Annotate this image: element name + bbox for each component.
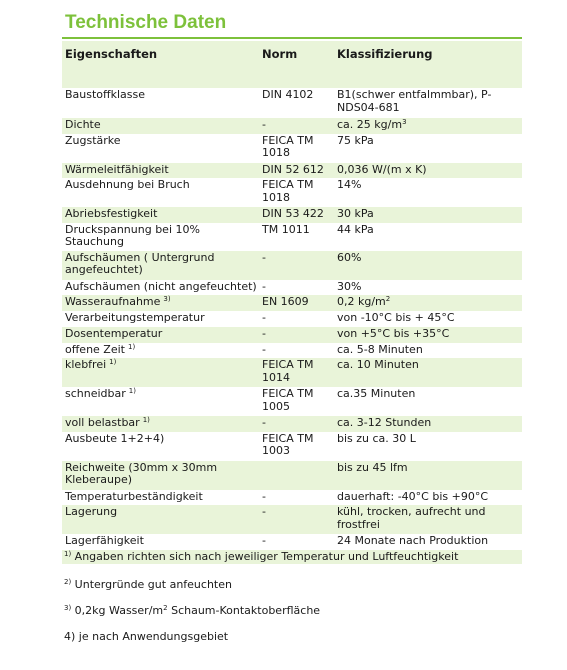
cell-norm-text: - [262,416,266,429]
footnote-text: 0,2kg Wasser/m [71,604,164,617]
cell-classification [334,163,522,179]
cell-norm-text: DIN 53 422 [262,207,324,220]
cell-norm-text: EN 1609 [262,295,309,308]
footnote [64,550,458,563]
cell-property-text: Zugstärke [65,133,121,147]
cell-property-text: Druckspannung bei 10% Stauchung [65,222,200,248]
cell-classification [334,311,522,327]
cell-property [62,207,259,223]
cell-norm [259,490,334,506]
table-row [62,295,522,311]
cell-classification-text: 24 Monate nach Produktion [337,534,489,547]
cell-classification-text: 30% [337,279,362,293]
cell-norm [259,327,334,343]
table-row [62,432,522,461]
footnote-text: Angaben richten sich nach jeweiliger Temperatur und Luftfeuchtigkeit [71,550,459,563]
cell-classification-text: B1(schwer entfalmmbar), P-NDS04-681 [337,88,492,114]
cell-norm [259,387,334,416]
cell-property [62,343,259,359]
cell-property-text: Dichte [65,118,101,131]
cell-classification [334,251,522,280]
table-row [62,387,522,416]
cell-classification-text: ca. 3-12 Stunden [337,416,432,429]
cell-norm [259,280,334,296]
cell-property-text: Ausdehnung bei Bruch [65,178,190,191]
footnote [64,630,228,643]
cell-norm-text: FEICA TM 1005 [262,387,314,413]
table-row [62,416,522,432]
cell-classification-text: von -10°C bis + 45°C [337,311,455,324]
technical-data-table [62,41,522,564]
cell-norm-text: FEICA TM 1018 [262,178,314,204]
cell-norm-text: FEICA TM 1014 [262,358,314,384]
cell-norm [259,223,334,251]
cell-norm-text: DIN 52 612 [262,162,324,176]
cell-property-text: Reichweite (30mm x 30mm Kleberaupe) [65,460,218,486]
cell-classification [334,461,522,490]
cell-norm [259,207,334,223]
cell-property-text: Temperaturbeständigkeit [65,489,203,503]
table-row [62,88,522,118]
table-body [62,88,522,564]
table-row [62,163,522,179]
cell-property-text: Lagerfähigkeit [65,534,144,547]
cell-norm [259,358,334,387]
table-row [62,134,522,163]
column-header-norm: Norm [259,41,334,88]
cell-norm [259,251,334,280]
cell-classification [334,358,522,387]
table-row [62,118,522,134]
footnote-text-continued: Schaum-Kontaktoberfläche [167,604,321,617]
cell-norm [259,461,334,490]
superscript: 1) [142,416,150,424]
table-row [62,311,522,327]
cell-classification [334,178,522,207]
cell-property [62,432,259,461]
cell-property-text: Ausbeute 1+2+4) [65,431,165,445]
cell-property-text: Aufschäumen (nicht angefeuchtet) [65,279,257,293]
cell-classification-text: 14% [337,178,362,191]
table-row [62,223,522,251]
cell-classification-text: ca. 5-8 Minuten [337,342,423,356]
cell-property [62,416,259,432]
cell-property-text: klebfrei [65,358,107,371]
footnote-marker: 2) [64,578,72,586]
cell-classification [334,534,522,550]
cell-property [62,327,259,343]
cell-classification-text: von +5°C bis +35°C [337,327,450,340]
cell-norm [259,505,334,534]
cell-classification [334,490,522,506]
table-row [62,343,522,359]
cell-property [62,118,259,134]
footnote-superscript: 2 [163,604,168,612]
cell-norm [259,88,334,118]
cell-norm-text: - [262,250,266,264]
table-row [62,490,522,506]
cell-property-text: Abriebsfestigkeit [65,207,158,220]
cell-classification [334,505,522,534]
cell-property-text: Wasseraufnahme [65,295,161,308]
cell-property [62,280,259,296]
table-row [62,251,522,280]
cell-property-text: Verarbeitungstemperatur [65,311,205,324]
cell-property-text: Dosentemperatur [65,327,163,340]
cell-classification-text: kühl, trocken, aufrecht und frostfrei [337,505,486,531]
cell-property [62,311,259,327]
cell-norm [259,311,334,327]
cell-classification [334,327,522,343]
column-header-classification: Klassifizierung [334,41,522,88]
cell-property [62,490,259,506]
cell-norm [259,343,334,359]
cell-classification [334,416,522,432]
cell-classification [334,207,522,223]
cell-classification [334,118,522,134]
cell-norm-text: FEICA TM 1018 [262,133,314,159]
footnote-text: Untergründe gut anfeuchten [71,578,232,591]
cell-property [62,163,259,179]
table-row [62,327,522,343]
cell-classification-text: bis zu ca. 30 L [337,431,416,445]
cell-classification-text: dauerhaft: -40°C bis +90°C [337,489,489,503]
cell-norm [259,178,334,207]
cell-classification-text: ca.35 Minuten [337,387,416,400]
superscript: 2 [385,295,391,303]
cell-norm-text: DIN 4102 [262,88,314,101]
superscript: 3) [163,295,171,303]
cell-property [62,505,259,534]
cell-property [62,251,259,280]
cell-norm-text: - [262,342,266,356]
cell-property [62,178,259,207]
cell-norm-text: - [262,534,266,547]
table-row [62,358,522,387]
cell-classification [334,280,522,296]
superscript: 1) [127,342,136,351]
superscript: 1) [128,387,136,395]
footnote-marker: 3) [64,604,72,612]
cell-property-text: offene Zeit [65,342,125,356]
footnote [64,604,320,617]
table-header-row [62,41,522,88]
cell-norm-text: - [262,489,266,503]
cell-property [62,223,259,251]
cell-classification-text: 44 kPa [337,222,374,236]
cell-property [62,358,259,387]
cell-norm-text: - [262,279,266,293]
footnote [64,578,232,591]
table-row [62,207,522,223]
cell-classification-text: bis zu 45 lfm [337,460,408,474]
cell-classification [334,387,522,416]
cell-classification-text: 75 kPa [337,133,374,147]
cell-norm-text: - [262,311,266,324]
title-divider [62,37,522,39]
cell-property-text: schneidbar [65,387,126,400]
cell-classification [334,223,522,251]
cell-property [62,534,259,550]
cell-norm [259,416,334,432]
cell-classification [334,88,522,118]
page-title: Technische Daten [65,12,227,33]
table-row [62,178,522,207]
superscript: 1) [109,358,117,366]
table-row [62,534,522,550]
cell-classification-text: 60% [337,250,362,264]
cell-property [62,88,259,118]
column-header-property: Eigenschaften [62,41,259,88]
cell-classification [334,295,522,311]
cell-classification-text: 0,2 kg/m [337,295,386,308]
cell-property [62,295,259,311]
cell-norm [259,134,334,163]
cell-classification-text: 0,036 W/(m x K) [337,162,427,176]
cell-classification [334,343,522,359]
cell-norm [259,534,334,550]
cell-property-text: voll belastbar [65,416,140,429]
cell-classification [334,432,522,461]
cell-classification-text: ca. 25 kg/m [337,118,403,131]
cell-property [62,134,259,163]
cell-property [62,387,259,416]
cell-norm-text: TM 1011 [262,222,310,236]
footnote-marker: 1) [64,550,72,558]
cell-classification-text: ca. 10 Minuten [337,358,419,371]
table-row [62,505,522,534]
cell-norm-text: - [262,118,266,131]
cell-classification [334,134,522,163]
cell-property-text: Lagerung [65,505,118,518]
cell-property-text: Wärmeleitfähigkeit [65,162,169,176]
cell-property [62,461,259,490]
superscript: 3 [402,118,407,126]
cell-property-text: Aufschäumen ( Untergrund angefeuchtet) [65,250,215,276]
cell-norm-text: FEICA TM 1003 [262,431,314,457]
cell-norm-text: - [262,327,266,340]
cell-norm [259,118,334,134]
cell-norm [259,295,334,311]
cell-norm [259,163,334,179]
cell-norm [259,432,334,461]
cell-classification-text: 30 kPa [337,207,374,220]
table-row [62,280,522,296]
footnote-text: 4) je nach Anwendungsgebiet [64,630,229,643]
table-row [62,461,522,490]
cell-norm-text: - [262,505,266,518]
cell-property-text: Baustoffklasse [65,88,146,101]
